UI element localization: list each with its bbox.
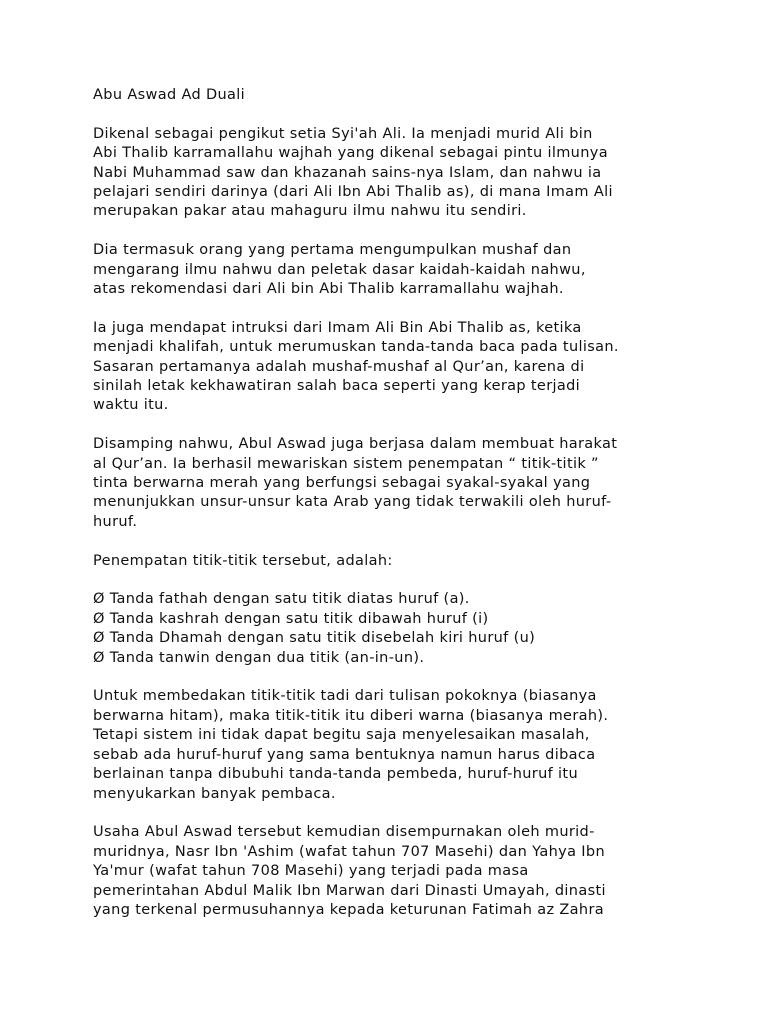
paragraph-line: sinilah letak kekhawatiran salah baca seperti yang kerap terjadi [93, 378, 581, 395]
paragraph-line: yang terkenal permusuhannya kepada keturunan Fatimah az Zahra [93, 901, 604, 918]
paragraph-color-distinction [93, 687, 693, 803]
paragraph-line: merupakan pakar atau mahaguru ilmu nahwu itu sendiri. [93, 203, 527, 220]
paragraph-harakat [93, 435, 693, 532]
paragraph-line: tinta berwarna merah yang berfungsi sebagai syakal-syakal yang [93, 475, 591, 492]
paragraph-placement-intro [93, 552, 693, 571]
list-item: Ø Tanda fathah dengan satu titik diatas huruf (a). [93, 591, 470, 608]
paragraph-line: Untuk membedakan titik-titik tadi dari tulisan pokoknya (biasanya [93, 688, 597, 705]
list-item: Ø Tanda kashrah dengan satu titik dibawah huruf (i) [93, 610, 489, 627]
paragraph-line: sebab ada huruf-huruf yang sama bentuknya namun harus dibaca [93, 746, 596, 763]
paragraph-line: Nabi Muhammad saw dan khazanah sains-nya Islam, dan nahwu ia [93, 164, 602, 181]
document-title: Abu Aswad Ad Duali [93, 87, 246, 103]
paragraph-line: menyukarkan banyak pembaca. [93, 785, 336, 802]
paragraph-line: berwarna hitam), maka titik-titik itu diberi warna (biasanya merah). [93, 707, 609, 724]
dot-placement-list [93, 590, 693, 668]
list-item: Ø Tanda Dhamah dengan satu titik disebelah kiri huruf (u) [93, 630, 536, 647]
paragraph-line: Abi Thalib karramallahu wajhah yang dikenal sebagai pintu ilmunya [93, 145, 608, 162]
paragraph-instruction [93, 319, 693, 416]
paragraph-line: al Qur’an. Ia berhasil mewariskan sistem penempatan “ titik-titik ” [93, 455, 599, 472]
paragraph-line: Sasaran pertamanya adalah mushaf-mushaf al Qur’an, karena di [93, 358, 585, 375]
paragraph-introduction [93, 125, 693, 222]
list-item: Ø Tanda tanwin dengan dua titik (an-in-un). [93, 649, 425, 666]
paragraph-line: mengarang ilmu nahwu dan peletak dasar kaidah-kaidah nahwu, [93, 261, 586, 278]
paragraph-line: Disamping nahwu, Abul Aswad juga berjasa dalam membuat harakat [93, 436, 618, 453]
paragraph-line: menjadi khalifah, untuk merumuskan tanda-tanda baca pada tulisan. [93, 339, 619, 356]
paragraph-line: pemerintahan Abdul Malik Ibn Marwan dari Dinasti Umayah, dinasti [93, 882, 606, 899]
paragraph-line: muridnya, Nasr Ibn 'Ashim (wafat tahun 707 Masehi) dan Yahya Ibn [93, 843, 605, 860]
document-page [93, 86, 693, 940]
paragraph-line: waktu itu. [93, 397, 169, 414]
paragraph-first-compiler [93, 241, 693, 299]
paragraph-line: Ia juga mendapat intruksi dari Imam Ali Bin Abi Thalib as, ketika [93, 319, 582, 336]
paragraph-line: Tetapi sistem ini tidak dapat begitu saja menyelesaikan masalah, [93, 727, 590, 744]
paragraph-line: huruf. [93, 513, 138, 530]
paragraph-line: Penempatan titik-titik tersebut, adalah: [93, 552, 393, 569]
paragraph-line: Usaha Abul Aswad tersebut kemudian disempurnakan oleh murid- [93, 824, 595, 841]
paragraph-line: atas rekomendasi dari Ali bin Abi Thalib karramallahu wajhah. [93, 281, 564, 298]
paragraph-line: Dikenal sebagai pengikut setia Syi'ah Ali. Ia menjadi murid Ali bin [93, 125, 593, 142]
paragraph-line: menunjukkan unsur-unsur kata Arab yang tidak terwakili oleh huruf- [93, 494, 612, 511]
paragraph-line: Ya'mur (wafat tahun 708 Masehi) yang terjadi pada masa [93, 863, 529, 880]
paragraph-line: Dia termasuk orang yang pertama mengumpulkan mushaf dan [93, 242, 572, 259]
paragraph-line: pelajari sendiri darinya (dari Ali Ibn Abi Thalib as), di mana Imam Ali [93, 184, 613, 201]
paragraph-line: berlainan tanpa dibubuhi tanda-tanda pembeda, huruf-huruf itu [93, 766, 579, 783]
paragraph-students [93, 823, 693, 920]
